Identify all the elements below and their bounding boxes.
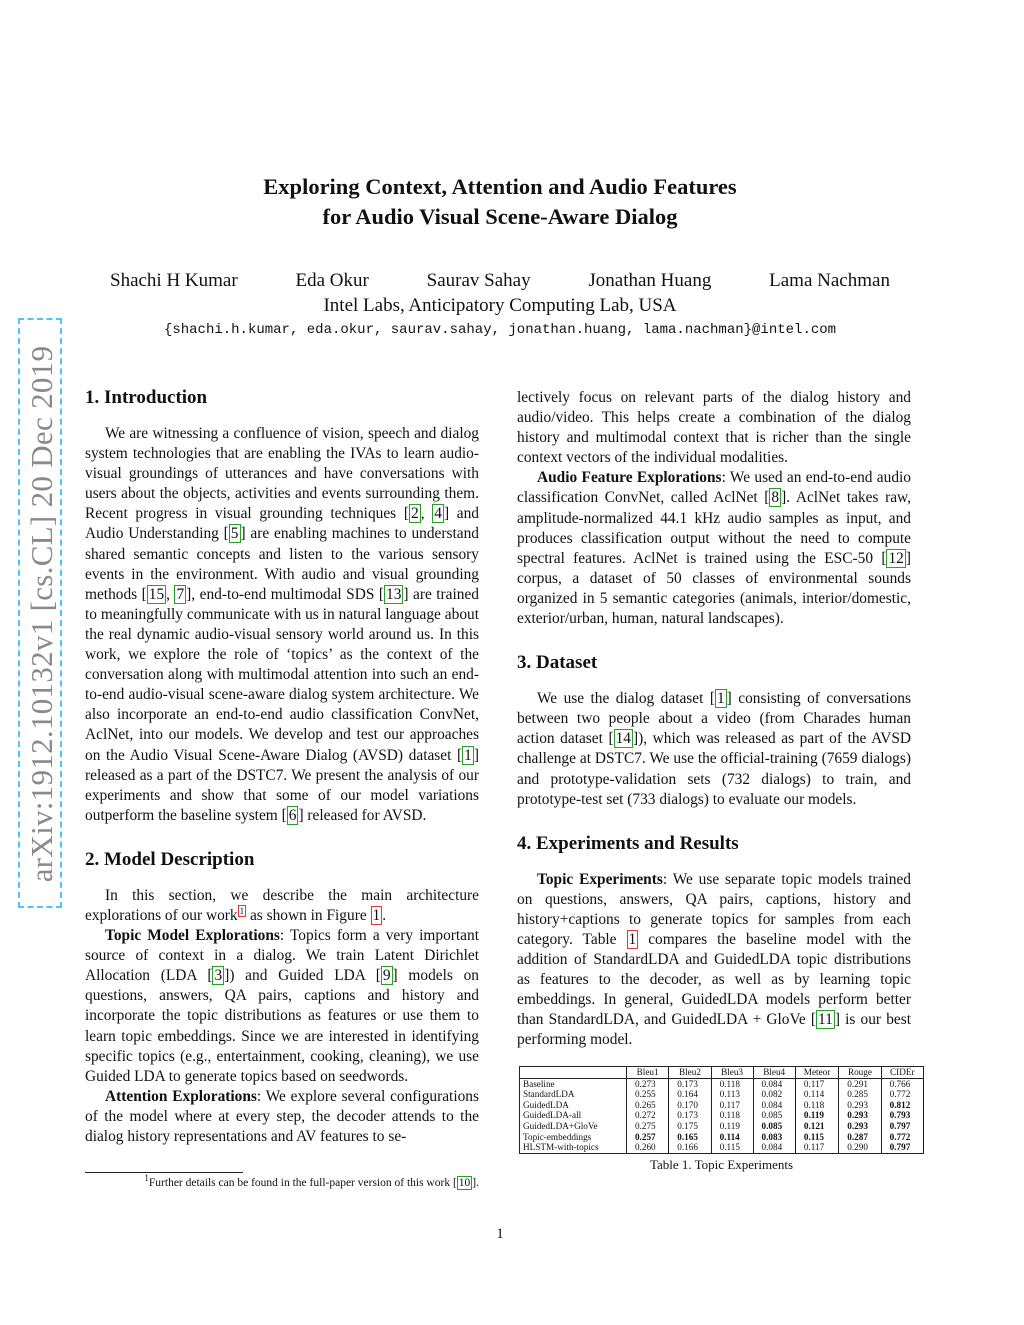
table-cell: 0.165 (669, 1132, 711, 1143)
table-header-row (520, 1067, 924, 1079)
table-cell: 0.084 (753, 1100, 795, 1111)
arxiv-identifier: arXiv:1912.10132v1 [cs.CL] 20 Dec 2019 (24, 345, 59, 883)
table-cell: 0.275 (626, 1121, 668, 1132)
table-cell: 0.293 (839, 1100, 881, 1111)
table-cell: 0.290 (839, 1142, 881, 1153)
table-cell: 0.115 (711, 1142, 753, 1153)
table-cell: 0.173 (669, 1110, 711, 1121)
table-cell: 0.117 (795, 1142, 838, 1153)
footnote-link[interactable]: 1 (239, 905, 245, 916)
table-row (520, 1110, 924, 1121)
paper-title (200, 172, 800, 232)
table-cell: 0.291 (839, 1078, 881, 1089)
author-list (110, 270, 890, 292)
table-header-cell: Bleu3 (711, 1067, 753, 1079)
citation-link[interactable]: 3 (214, 967, 223, 985)
table-cell: 0.083 (753, 1132, 795, 1143)
right-column (517, 388, 911, 1051)
table-cell: 0.085 (753, 1110, 795, 1121)
table-row (520, 1100, 924, 1111)
table-cell: 0.812 (881, 1100, 923, 1111)
topic-experiments-table (519, 1066, 924, 1173)
table-cell: 0.293 (839, 1110, 881, 1121)
table-cell: 0.265 (626, 1100, 668, 1111)
table-cell: 0.117 (795, 1078, 838, 1089)
table-cell: 0.272 (626, 1110, 668, 1121)
introduction-paragraph: We are witnessing a confluence of vision, speech and dialog system technologies that are enabling the IVAs to learn audio-visual groundings of utterances and have conversations with users about the objects, activities and events surrounding them. Recent progress in visual grounding techniques [ 2 , 4 ] and Audio Understanding [ 5 ] are enabling machines to understand shared semantic concepts and listen to the various sensory events in the environment. With audio and visual grounding methods [ 15 , 7 ], end-to-end multimodal SDS [ 13 ] are trained to meaningfully communicate with us in natural language about the real dynamic audio-visual sensory world around us. In this work, we explore the role of ‘topics’ as the context of the conversation along with multimodal attention into such an end-to-end audio-visual scene-aware dialog system architecture. We also incorporate an end-to-end audio classification ConvNet, AclNet, into our models. We develop and test our approaches on the Audio Visual Scene-Aware Dialog (AVSD) dataset [ 1 ] released as a part of the DSTC7. We present the analysis of our experiments and show that some of our model variations outperform the baseline system [ 6 ] released for AVSD. (85, 425, 479, 824)
footnote: $^1$Further details can be found in the full-paper version of this work [ 10 ]. (144, 1173, 479, 1189)
page-number: 1 (496, 1226, 504, 1242)
table-cell: 0.166 (669, 1142, 711, 1153)
table-row-label: GuidedLDA-all (520, 1110, 627, 1121)
table-cell: 0.273 (626, 1078, 668, 1089)
section-heading-introduction: 1. Introduction (85, 387, 208, 408)
topic-model-paragraph: Topic Model Explorations: Topics form a very important source of context in a dialog. We train Latent Dirichlet Allocation (LDA [ 3 ]) and Guided LDA [ 9 ] models on questions, answers, QA pairs, captions and history and incorporate the topic distributions as features or use them to learn topic embeddings. Since we are interested in identifying specific topics (e.g., entertainment, cooking, cleaning), we use Guided LDA to generate topics based on seedwords. (85, 927, 480, 1085)
table-row-label: GuidedLDA+GloVe (520, 1121, 627, 1132)
table-link[interactable]: 1 (628, 930, 637, 948)
table-cell: 0.257 (626, 1132, 668, 1143)
citation-link[interactable]: 9 (382, 967, 391, 985)
table-cell: 0.772 (881, 1089, 923, 1100)
table-row-label: StandardLDA (520, 1089, 627, 1100)
author-name: Lama Nachman (769, 270, 890, 291)
table-row-label: Baseline (520, 1078, 627, 1089)
table-cell: 0.766 (881, 1078, 923, 1089)
author-name: Shachi H Kumar (110, 270, 238, 291)
table-cell: 0.173 (669, 1078, 711, 1089)
table-cell: 0.118 (711, 1110, 753, 1121)
table-cell: 0.118 (795, 1100, 838, 1111)
table-cell: 0.114 (711, 1132, 753, 1143)
table-cell: 0.085 (753, 1121, 795, 1132)
table-header-cell: Bleu4 (753, 1067, 795, 1079)
table-cell: 0.793 (881, 1110, 923, 1121)
table-header-cell (520, 1067, 627, 1079)
table-cell: 0.118 (711, 1078, 753, 1089)
table-row (520, 1142, 924, 1153)
table-cell: 0.084 (753, 1078, 795, 1089)
citation-link[interactable]: 15 (148, 585, 165, 603)
table-cell: 0.084 (753, 1142, 795, 1153)
citation-link[interactable]: 1 (464, 746, 472, 764)
table-cell: 0.285 (839, 1089, 881, 1100)
citation-link[interactable]: 1 (716, 690, 725, 708)
section-heading-experiments: 4. Experiments and Results (517, 832, 739, 854)
author-name: Saurav Sahay (426, 270, 531, 291)
citation-link[interactable]: 5 (230, 525, 239, 543)
citation-link[interactable]: 2 (410, 505, 419, 523)
dataset-paragraph: We use the dialog dataset [ 1 ] consisting of conversations between two people about a video (from Charades human action dataset [ 14 ]), which was released as part of the AVSD challenge at DSTC7. We use the official-training (7659 dialogs) and prototype-validation sets (732 dialogs) to train, and prototype-test set (733 dialogs) to evaluate our models. (517, 690, 911, 808)
experiments-paragraph: Topic Experiments: We use separate topic models trained on questions, answers, QA pairs, captions, history and history+captions to generate topics for samples from each category. Table 1 compares the baseline model with the addition of StandardLDA and GuidedLDA topic distributions as features to the decoder, as well as by learning topic embeddings. In general, GuidedLDA models perform better than StandardLDA, and GuidedLDA + GloVe [ 11 ] is our best performing model. (517, 870, 911, 1049)
citation-link[interactable]: 10 (458, 1177, 471, 1189)
table-row-label: GuidedLDA (520, 1100, 627, 1111)
table-cell: 0.170 (669, 1100, 711, 1111)
table-header-cell: Rouge (839, 1067, 881, 1079)
table-cell: 0.797 (881, 1121, 923, 1132)
table-row-label: Topic-embeddings (520, 1132, 627, 1143)
citation-link[interactable]: 12 (888, 549, 904, 567)
table-cell: 0.293 (839, 1121, 881, 1132)
section-heading-dataset: 3. Dataset (517, 652, 598, 674)
title-line-1: Exploring Context, Attention and Audio Features (263, 174, 737, 199)
table-cell: 0.114 (795, 1089, 838, 1100)
citation-link[interactable]: 6 (288, 806, 297, 824)
table-row (520, 1132, 924, 1143)
citation-link[interactable]: 8 (771, 489, 780, 507)
citation-link[interactable]: 11 (818, 1011, 833, 1029)
section-heading-model-description: 2. Model Description (85, 848, 255, 870)
author-name: Jonathan Huang (588, 270, 712, 291)
table-row (520, 1121, 924, 1132)
citation-link[interactable]: 4 (434, 505, 442, 523)
table-cell: 0.115 (795, 1132, 838, 1143)
table-header-cell: Meteor (795, 1067, 838, 1079)
table-cell: 0.119 (711, 1121, 753, 1132)
table-cell: 0.255 (626, 1089, 668, 1100)
model-description-paragraph: In this section, we describe the main architecture explorations of our work $^1$ as shown in Figure 1 . (85, 886, 479, 924)
table-header-cell: Bleu2 (669, 1067, 711, 1079)
table-cell: 0.121 (795, 1121, 838, 1132)
affiliation: Intel Labs, Anticipatory Computing Lab, USA (323, 295, 677, 316)
audio-feature-paragraph: Audio Feature Explorations: We used an end-to-end audio classification ConvNet, called AclNet [ 8 ]. AclNet takes raw, amplitude-normalized 44.1 kHz audio samples as input, and produces classification output without the need to compute spectral features. AclNet is trained using the ESC-50 [ 12 ] corpus, a dataset of 50 classes of environmental sounds organized in 5 semantic categories (animals, interior/domestic, exterior/urban, human, natural landscapes). (517, 469, 911, 628)
table-cell: 0.175 (669, 1121, 711, 1132)
table-row-label: HLSTM-with-topics (520, 1142, 627, 1153)
table-row (520, 1089, 924, 1100)
table-cell: 0.113 (711, 1089, 753, 1100)
table-header-cell: CIDEr (881, 1067, 923, 1079)
citation-link[interactable]: 14 (615, 730, 631, 748)
footnote-rule (85, 1172, 243, 1173)
table-cell: 0.082 (753, 1089, 795, 1100)
citation-link[interactable]: 13 (386, 585, 402, 603)
table-cell: 0.164 (669, 1089, 711, 1100)
table-cell: 0.119 (795, 1110, 838, 1121)
table-cell: 0.287 (839, 1132, 881, 1143)
author-name: Eda Okur (295, 270, 369, 291)
author-emails: {shachi.h.kumar, eda.okur, saurav.sahay, jonathan.huang, lama.nachman}@intel.com (163, 322, 837, 338)
table-header-cell: Bleu1 (626, 1067, 668, 1079)
table-cell: 0.260 (626, 1142, 668, 1153)
left-column (85, 386, 479, 1147)
citation-link[interactable]: 7 (176, 585, 185, 603)
table-cell: 0.772 (881, 1132, 923, 1143)
attention-paragraph-start: Attention Explorations: We explore several configurations of the model where at every step, the decoder attends to the dialog history representations and AV features to se- (85, 1087, 479, 1145)
table-row (520, 1078, 924, 1089)
figure-link[interactable]: 1 (372, 906, 381, 924)
table-caption: Table 1. Topic Experiments (649, 1156, 794, 1172)
attention-paragraph-continued: lectively focus on relevant parts of the dialog history and audio/video. This helps create a combination of the dialog history and multimodal context that is richer than the single context vectors of the individual modalities. (517, 389, 911, 467)
title-line-2: for Audio Visual Scene-Aware Dialog (322, 204, 678, 229)
table-cell: 0.117 (711, 1100, 753, 1111)
table-cell: 0.797 (881, 1142, 923, 1153)
